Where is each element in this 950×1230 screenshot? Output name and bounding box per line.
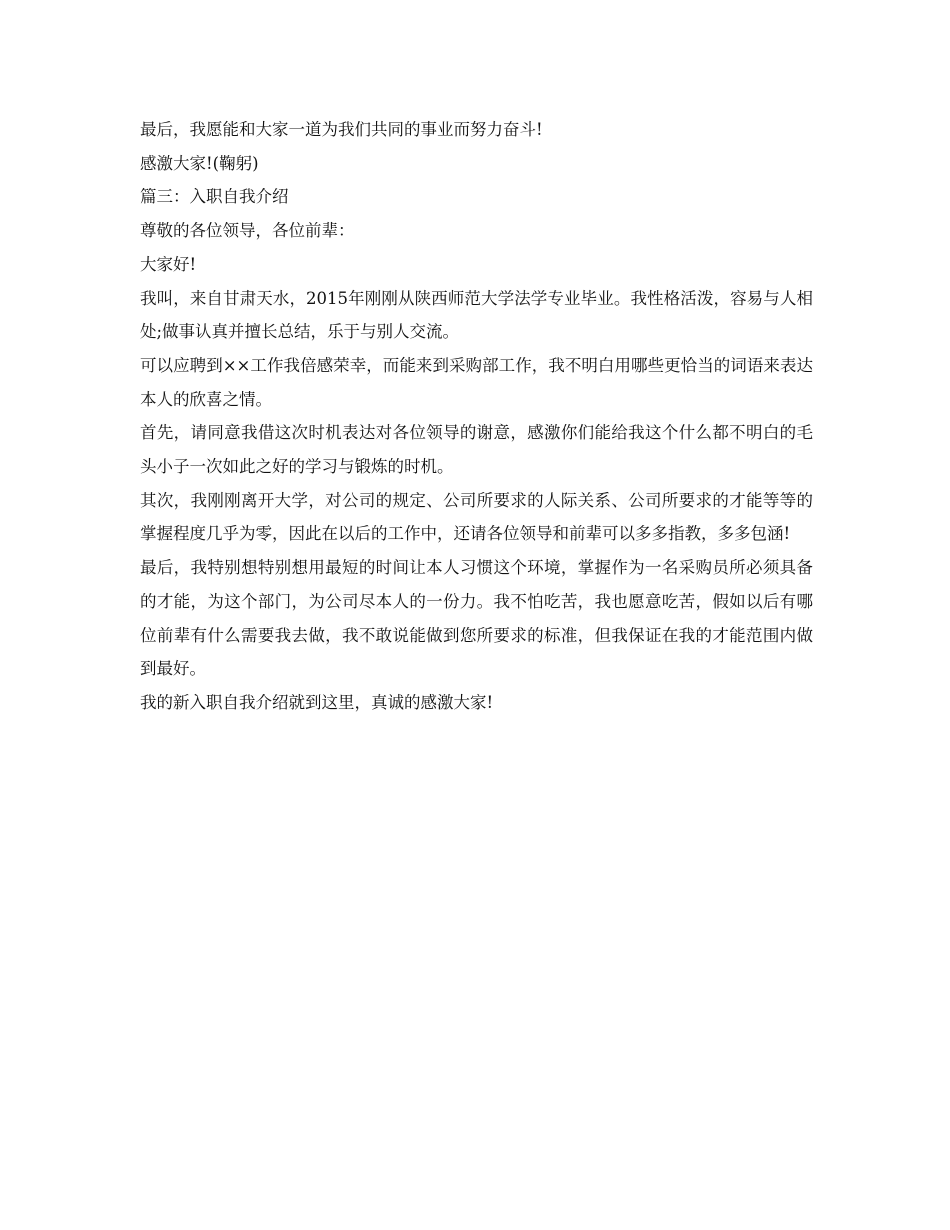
paragraph-conclusion: 我的新入职自我介绍就到这里，真诚的感激大家!: [140, 692, 494, 712]
paragraph-second: 其次，我刚刚离开大学，对公司的规定、公司所要求的人际关系、公司所要求的才能等等的掌握程度几乎为零，因此在以后的工作中，还请各位领导和前辈可以多多指教，多多包涵!: [140, 490, 813, 544]
paragraph-last: 最后，我特别想特别想用最短的时间让本人习惯这个环境，掌握作为一名采购员所必须具备的才能，为这个部门，为公司尽本人的一份力。我不怕吃苦，我也愿意吃苦，假如以后有哪位前辈有什么需要我去做，我不敢说能做到您所要求的标准，但我保证在我的才能范围内做到最好。: [140, 558, 813, 679]
paragraph-closing-wish: 最后，我愿能和大家一道为我们共同的事业而努力奋斗!: [140, 120, 543, 139]
paragraph-greeting: 大家好!: [140, 254, 197, 274]
paragraph-thanks-bow: 感激大家!(鞠躬): [140, 153, 259, 173]
paragraph-first: 首先，请同意我借这次时机表达对各位领导的谢意，感激你们能给我这个什么都不明白的毛头小子一次如此之好的学习与锻炼的时机。: [140, 423, 813, 477]
document-body: [140, 113, 813, 720]
paragraph-salutation: 尊敬的各位领导，各位前辈：: [140, 221, 355, 241]
section-heading: 篇三：入职自我介绍: [140, 187, 289, 207]
paragraph-honored: 可以应聘到××工作我倍感荣幸，而能来到采购部工作，我不明白用哪些更恰当的词语来表达本人的欣喜之情。: [140, 355, 813, 409]
paragraph-self-intro: 我叫，来自甘肃天水，2015年刚刚从陕西师范大学法学专业毕业。我性格活泼，容易与人相处;做事认真并擅长总结，乐于与别人交流。: [140, 288, 813, 342]
